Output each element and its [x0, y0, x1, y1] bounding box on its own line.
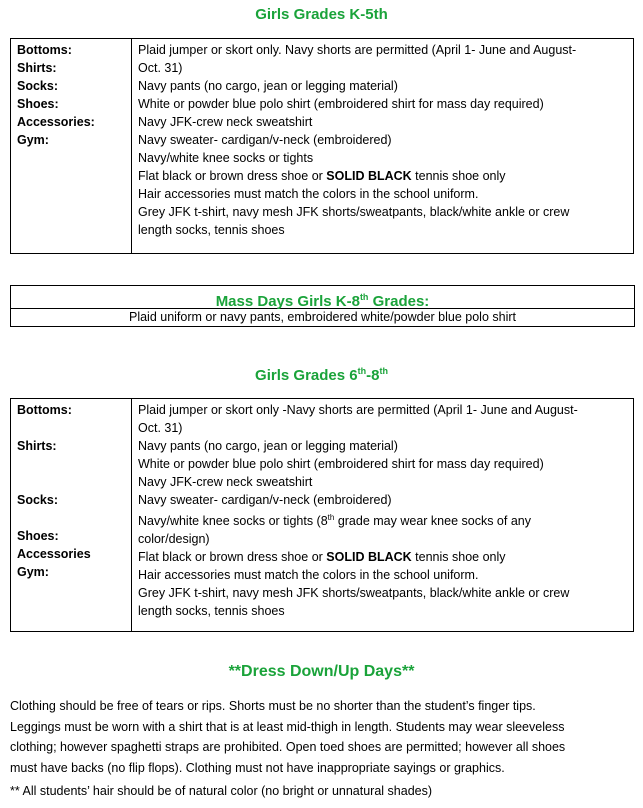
- hair-note: ** All students’ hair should be of natural color (no bright or unnatural shades): [10, 784, 433, 798]
- detail-line: Grey JFK t-shirt, navy mesh JFK shorts/sweatpants, black/white ankle or crew: [138, 586, 570, 601]
- detail-line: Plaid jumper or skort only. Navy shorts are permitted (April 1- June and August-: [138, 43, 577, 57]
- title-text: Girls Grades 6: [255, 367, 358, 384]
- detail-line: Plaid jumper or skort only -Navy shorts are permitted (April 1- June and August-: [138, 403, 578, 417]
- detail-line: Navy JFK-crew neck sweatshirt: [138, 115, 313, 129]
- detail-line: Hair accessories must match the colors in the school uniform.: [138, 568, 479, 583]
- detail-line: Navy pants (no cargo, jean or legging material): [138, 439, 398, 453]
- detail-line: Oct. 31): [138, 61, 183, 75]
- label: [17, 473, 125, 491]
- mass-title-tail: Grades:: [368, 293, 430, 310]
- detail-line: Navy pants (no cargo, jean or legging material): [138, 79, 398, 93]
- dress-days-paragraph: [10, 696, 635, 778]
- label: Gym:: [17, 133, 49, 147]
- label: [17, 455, 125, 473]
- tights-sup: th: [327, 513, 335, 522]
- tights-text: Navy/white knee socks or tights (8: [138, 514, 328, 529]
- mass-days-body: Plaid uniform or navy pants, embroidered white/powder blue polo shirt: [128, 310, 516, 324]
- detail-line: Oct. 31): [138, 421, 183, 435]
- shoe-bold: SOLID BLACK: [326, 550, 412, 565]
- label: Gym:: [17, 565, 49, 579]
- paragraph-line: clothing; however spaghetti straps are prohibited. Open toed shoes are permitted; however all shoes: [10, 740, 566, 754]
- detail-line-shoes: [138, 167, 627, 185]
- label: [17, 509, 125, 527]
- label: Accessories: [17, 547, 91, 561]
- mass-days-title: [11, 286, 634, 309]
- title-sup: th: [357, 366, 367, 376]
- shoe-text: Flat black or brown dress shoe or: [138, 169, 327, 183]
- paragraph-line: must have backs (no flip flops). Clothing must not have inappropriate sayings or graphics.: [10, 760, 505, 775]
- details-column: [132, 399, 634, 632]
- detail-line: Navy/white knee socks or tights: [138, 151, 314, 165]
- labels-column: [11, 399, 132, 632]
- paragraph-line: Clothing should be free of tears or rips. Shorts must be no shorter than the student’s finger tips.: [10, 699, 536, 713]
- label: Bottoms:: [17, 43, 72, 57]
- detail-line: color/design): [138, 532, 210, 547]
- label: Shoes:: [17, 97, 59, 111]
- uniform-table-k5: [10, 38, 634, 254]
- label: [17, 419, 125, 437]
- detail-line: Hair accessories must match the colors in the school uniform.: [138, 187, 479, 201]
- detail-line: length socks, tennis shoes: [138, 604, 285, 619]
- label: Socks:: [17, 79, 58, 93]
- label: Accessories:: [17, 115, 95, 129]
- detail-line: Grey JFK t-shirt, navy mesh JFK shorts/sweatpants, black/white ankle or crew: [138, 205, 570, 219]
- shoe-bold: SOLID BLACK: [326, 169, 412, 183]
- paragraph-line: Leggings must be worn with a shirt that is at least mid-thigh in length. Students may wear sleeveless: [10, 719, 565, 734]
- uniform-table-6-8: [10, 398, 634, 632]
- label: Shirts:: [17, 439, 57, 453]
- detail-line: Navy sweater- cardigan/v-neck (embroidered): [138, 133, 392, 147]
- label: Shoes:: [17, 529, 59, 543]
- shoe-text: Flat black or brown dress shoe or: [138, 550, 327, 565]
- detail-line: length socks, tennis shoes: [138, 223, 285, 237]
- shoe-tail: tennis shoe only: [411, 169, 506, 183]
- detail-line-tights: [138, 509, 627, 530]
- label: Socks:: [17, 493, 58, 507]
- mass-days-box: [10, 285, 635, 327]
- section-title-k5: Girls Grades K-5th: [255, 6, 388, 23]
- details-column: [132, 39, 634, 254]
- detail-line: Navy JFK-crew neck sweatshirt: [138, 475, 313, 489]
- shoe-tail: tennis shoe only: [411, 550, 506, 565]
- mass-title-text: Mass Days Girls K-8: [215, 293, 360, 310]
- detail-line: Navy sweater- cardigan/v-neck (embroidered): [138, 493, 392, 507]
- detail-line: White or powder blue polo shirt (embroidered shirt for mass day required): [138, 97, 544, 111]
- title-sup: th: [379, 366, 388, 376]
- label: Bottoms:: [17, 403, 72, 417]
- mass-title-sup: th: [359, 292, 369, 302]
- title-mid: -8: [366, 367, 380, 384]
- tights-tail: grade may wear knee socks of any: [334, 514, 531, 529]
- detail-line-shoes: [138, 548, 627, 566]
- labels-column: [11, 39, 132, 254]
- detail-line: White or powder blue polo shirt (embroidered shirt for mass day required): [138, 457, 544, 471]
- label: Shirts:: [17, 61, 57, 75]
- section-title-6-8: [0, 366, 643, 384]
- dress-days-title: **Dress Down/Up Days**: [228, 663, 415, 680]
